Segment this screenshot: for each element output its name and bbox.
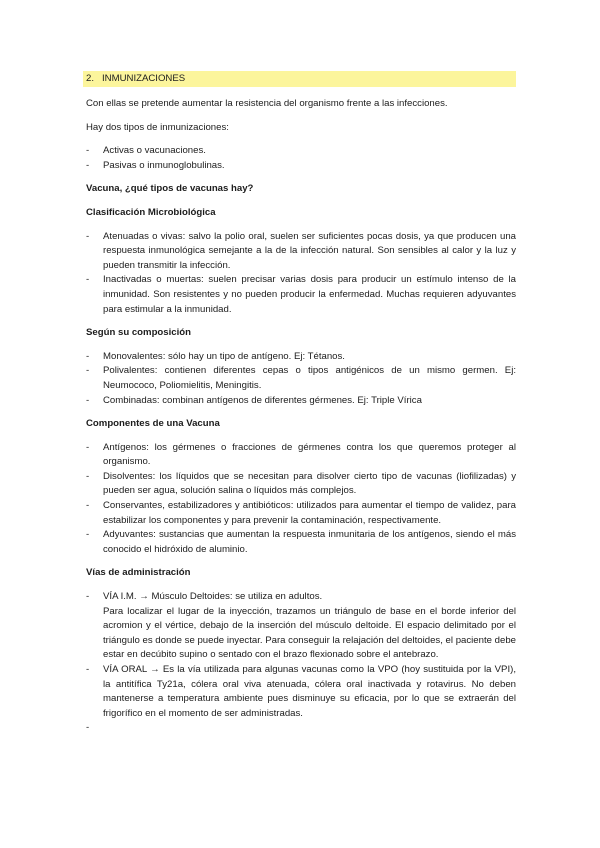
microbio-list [86,230,516,318]
componentes-heading: Componentes de una Vacuna [86,418,220,430]
list-item: - Combinadas: combinan antígenos de diferentes gérmenes. Ej: Triple Vírica [86,394,516,409]
vias-list [86,590,516,736]
list-item-via-im [86,590,516,663]
question-heading: Vacuna, ¿qué tipos de vacunas hay? [86,183,254,195]
list-item: - Activas o vacunaciones. [86,144,516,159]
list-item: - Adyuvantes: sustancias que aumentan la respuesta inmunitaria de los antígenos, siendo el más conocido el hidróxido de aluminio. [86,528,516,557]
list-item: - Atenuadas o vivas: salvo la polio oral, suelen ser suficientes pocas dosis, ya que producen una respuesta inmunológica semejante a la de la infección natural. Son sensibles al calor y la luz y pueden transmitir la infección. [86,230,516,274]
composicion-heading: Según su composición [86,327,192,339]
types-intro: Hay dos tipos de inmunizaciones: [86,121,229,133]
componentes-list [86,441,516,558]
list-item: - Monovalentes: sólo hay un tipo de antígeno. Ej: Tétanos. [86,350,516,365]
composicion-list [86,350,516,408]
intro-paragraph: Con ellas se pretende aumentar la resistencia del organismo frente a las infecciones. [86,98,448,109]
vias-heading: Vías de administración [86,567,191,579]
list-item-empty [86,721,516,736]
list-item: - Polivalentes: contienen diferentes cepas o tipos antigénicos de un mismo germen. Ej: Neumococo, Poliomielitis, Meningitis. [86,364,516,393]
via-im-detail: Para localizar el lugar de la inyección, trazamos un triángulo de base en el borde inferior del acromion y el vértice, debajo de la inserción del músculo deltoide. El espacio delimitado por el triángulo es donde se puede inyectar. Para conseguir la relajación del deltoides, el paciente debe estar en decúbito supino o sentado con el brazo flexionado sobre el antebrazo. [103,605,516,661]
document-content [86,71,516,745]
list-item: - Pasivas o inmunoglobulinas. [86,159,516,174]
via-im-title: - VÍA I.M. → Músculo Deltoides: se utiliza en adultos. [103,591,323,603]
list-item: - Antígenos: los gérmenes o fracciones de gérmenes contra los que queremos proteger al organismo. [86,441,516,470]
list-item: - Disolventes: los líquidos que se necesitan para disolver cierto tipo de vacunas (liofilizadas) y pueden ser agua, solución salina o líquidos más complejos. [86,470,516,499]
list-item: - Inactivadas o muertas: suelen precisar varias dosis para producir un estímulo intenso de la inmunidad. Son resistentes y no pueden producir la enfermedad. Muchas requieren adyuvantes para estimular a la inmunidad. [86,273,516,317]
section-number: 2. [86,73,95,84]
list-item: - Conservantes, estabilizadores y antibióticos: utilizados para aumentar el tiempo de validez, para estabilizar los componentes y para prevenir la contaminación, respectivamente. [86,499,516,528]
section-title: INMUNIZACIONES [102,73,186,84]
section-heading [83,71,516,87]
list-item-via-oral: - VÍA ORAL → Es la vía utilizada para algunas vacunas como la VPO (hoy sustituida por la VPI), la antitífica Ty21a, cólera oral viva atenuada, cólera oral inactivada y rotavirus. No deben mantenerse a temperatura ambiente pues disminuye su eficacia, por lo que se extraerán del frigorífico en el momento de ser administradas. [86,663,516,721]
types-list [86,144,516,173]
microbio-heading: Clasificación Microbiológica [86,206,216,218]
